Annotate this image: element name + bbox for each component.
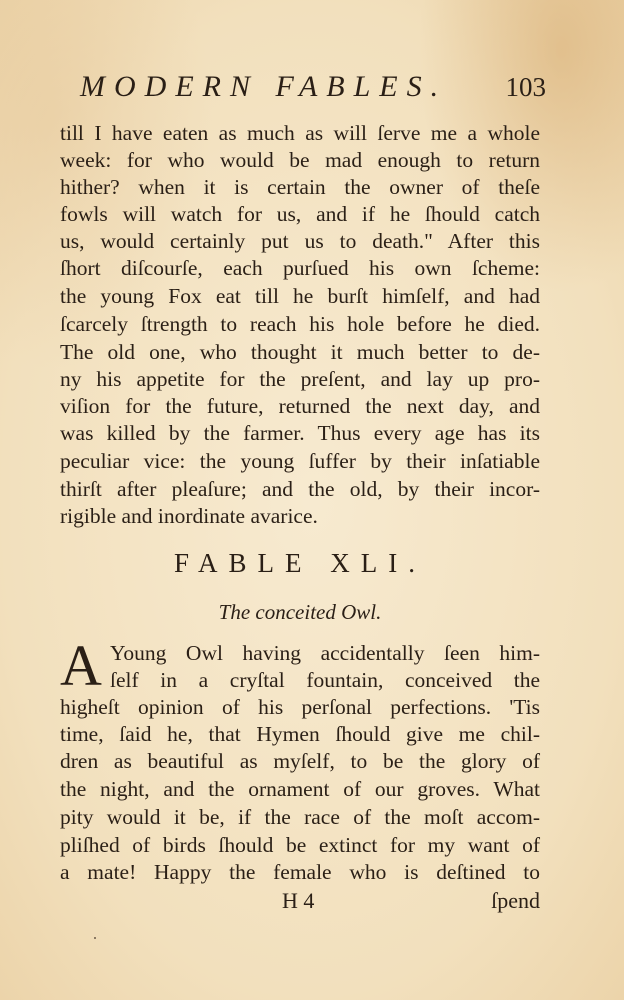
text-line: ſelf in a cryſtal fountain, conceived the <box>110 668 540 692</box>
running-title: MODERN FABLES. <box>80 70 448 103</box>
text-line: pity would it be, if the race of the moſt accom- <box>60 805 540 829</box>
text-line: higheſt opinion of his perſonal perfections. 'Tis <box>60 695 540 719</box>
text-line: peculiar vice: the young ſuffer by their inſatiable <box>60 449 540 473</box>
text-line: The old one, who thought it much better to de- <box>60 340 540 364</box>
catchword: ſpend <box>491 888 540 913</box>
text-line: pliſhed of birds ſhould be extinct for my want of <box>60 833 540 857</box>
page-number: 103 <box>505 72 546 102</box>
signature-mark: H 4 <box>282 888 315 913</box>
text-line: time, ſaid he, that Hymen ſhould give me chil- <box>60 722 540 746</box>
text-line: was killed by the farmer. Thus every age has its <box>60 421 540 445</box>
text-line: dren as beautiful as myſelf, to be the glory of <box>60 749 540 773</box>
text-line: week: for who would be mad enough to return <box>60 148 540 172</box>
text-line: ſcarcely ſtrength to reach his hole before he died. <box>60 312 540 336</box>
running-head <box>80 70 546 110</box>
text-line: the night, and the ornament of our groves. What <box>60 777 540 801</box>
text-line: ſhort diſcourſe, each purſued his own ſcheme: <box>60 256 540 280</box>
fable-subtitle: The conceited Owl. <box>218 600 382 624</box>
paper-speck <box>94 937 96 939</box>
text-line: us, would certainly put us to death." After this <box>60 229 540 253</box>
text-line: viſion for the future, returned the next day, and <box>60 394 540 418</box>
text-line: rigible and inordinate avarice. <box>60 504 318 528</box>
text-line: Young Owl having accidentally ſeen him- <box>110 641 540 665</box>
text-line: a mate! Happy the female who is deſtined to <box>60 860 540 884</box>
text-line: till I have eaten as much as will ſerve me a whole <box>60 121 540 145</box>
text-line: hither? when it is certain the owner of theſe <box>60 175 540 199</box>
fable-heading: FABLE XLI. <box>174 548 426 578</box>
drop-cap: A <box>60 633 102 698</box>
text-line: thirſt after pleaſure; and the old, by their incor- <box>60 477 540 501</box>
text-line: ny his appetite for the preſent, and lay up pro- <box>60 367 540 391</box>
text-line: fowls will watch for us, and if he ſhould catch <box>60 202 540 226</box>
text-line: the young Fox eat till he burſt himſelf, and had <box>60 284 540 308</box>
